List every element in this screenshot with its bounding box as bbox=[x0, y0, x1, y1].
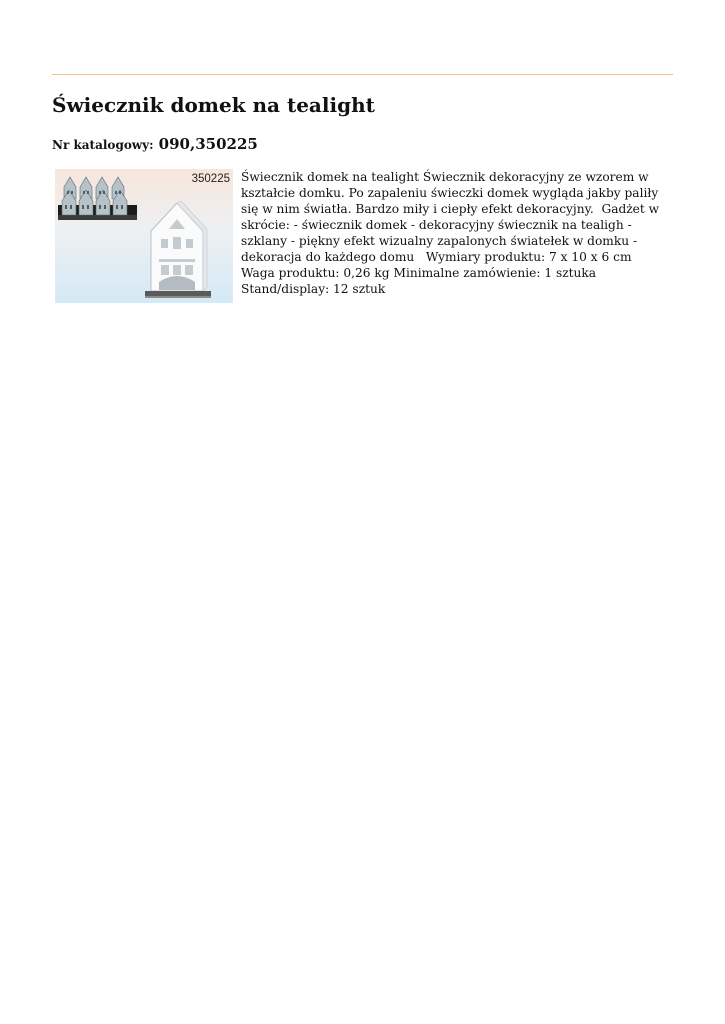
header-divider bbox=[52, 74, 673, 75]
product-image bbox=[55, 169, 233, 303]
catalog-number-line bbox=[52, 134, 258, 153]
product-description: Świecznik domek na tealight Świecznik dekoracyjny ze wzorem w kształcie domku. Po zapaleniu świeczki domek wygląda jakby paliły się w nim światła. Bardzo miły i ciepły efekt dekoracyjny. Gadżet w skrócie: - świecznik domek - dekoracyjny świecznik na tealigh - szklany - piękny efekt wizualny zapalonych światełek w domku - dekoracja do każdego domu Wymiary produktu: 7 x 10 x 6 cm Waga produktu: 0,26 kg Minimalne zamówienie: 1 sztuka Stand/display: 12 sztuk bbox=[241, 170, 663, 296]
product-title: Świecznik domek na tealight bbox=[52, 93, 375, 117]
catalog-label: Nr katalogowy: bbox=[52, 138, 154, 152]
image-code-label: 350225 bbox=[191, 173, 230, 185]
catalog-number: 090,350225 bbox=[158, 135, 258, 153]
